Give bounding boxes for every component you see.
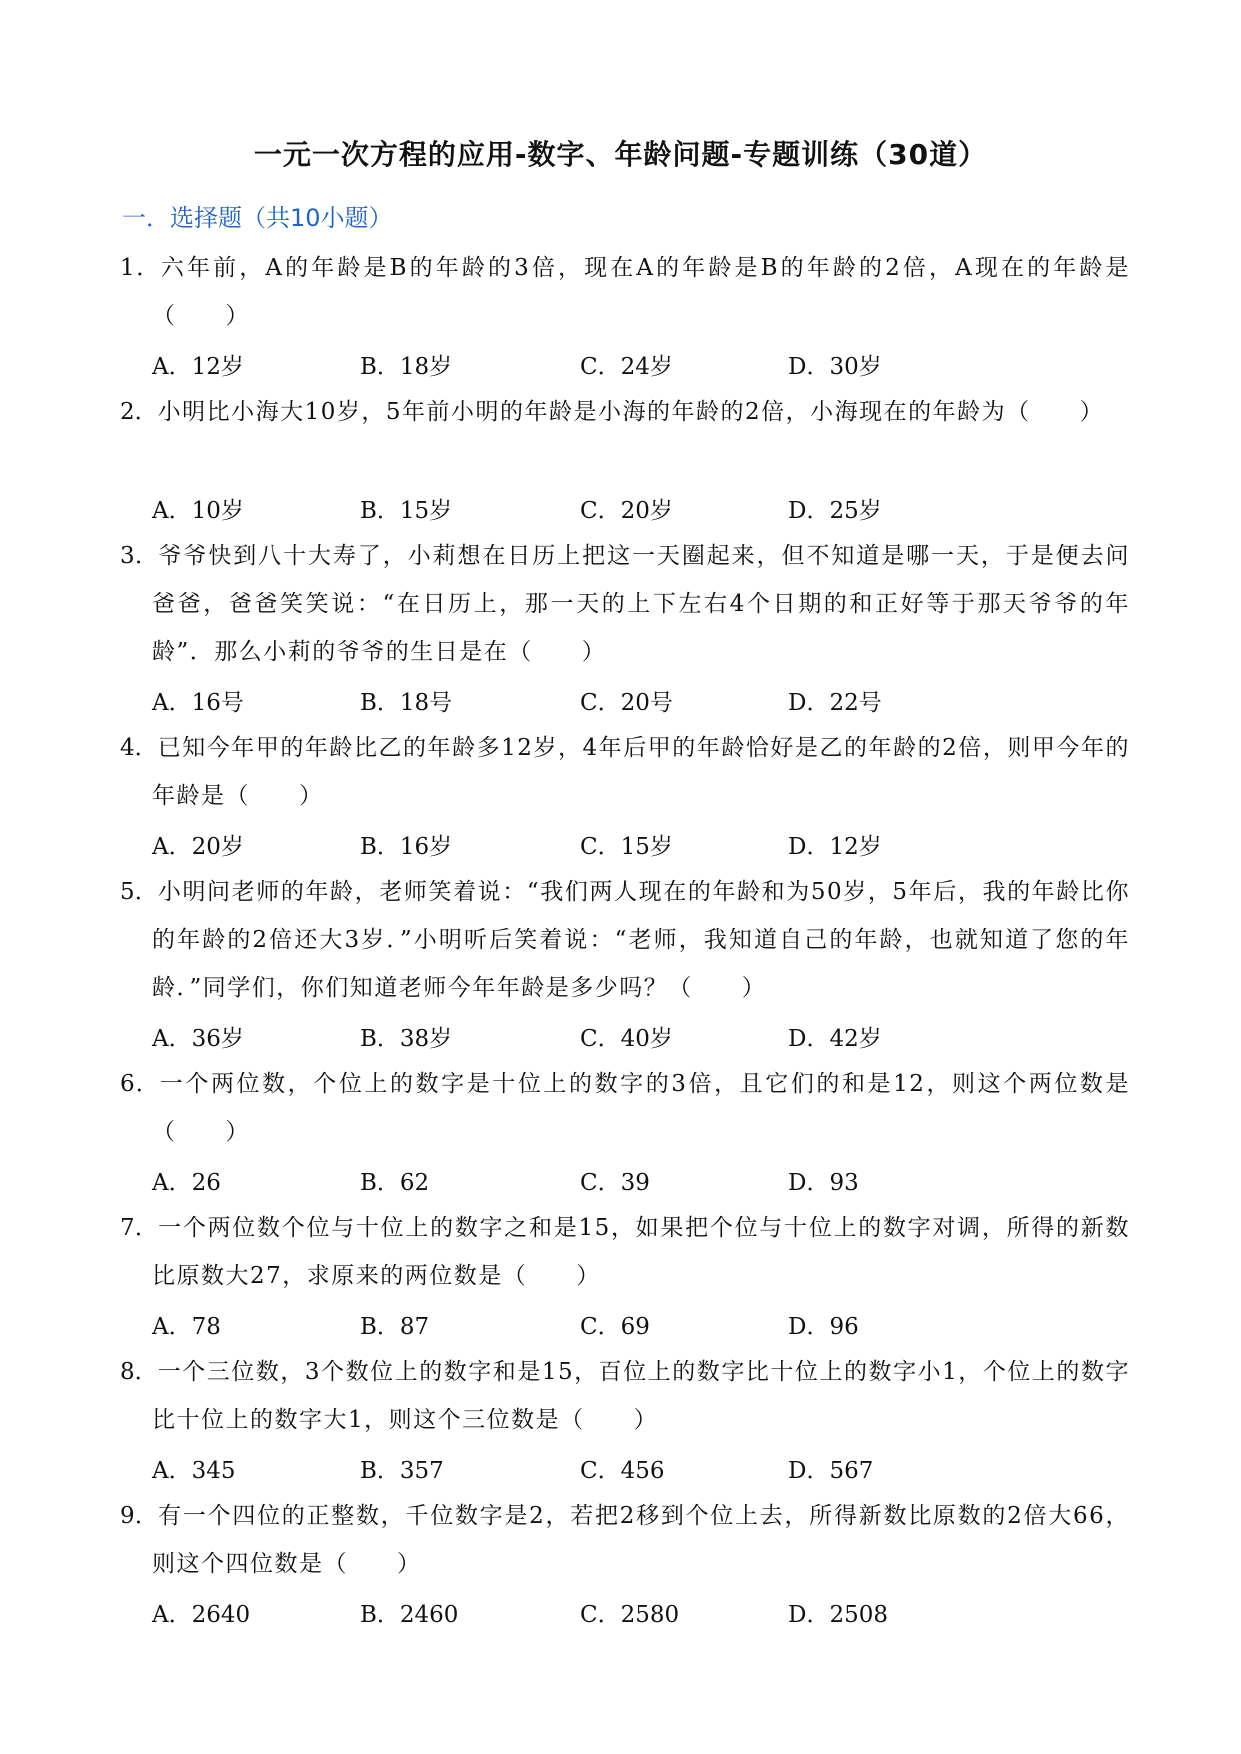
question-list bbox=[120, 244, 1130, 1636]
question-text: 有一个四位的正整数，千位数字是2，若把2移到个位上去，所得新数比原数的2倍大66，则这个四位数是（ ） bbox=[152, 1503, 1130, 1577]
option-d[interactable]: D．25岁 bbox=[788, 497, 882, 524]
question-stem bbox=[120, 244, 1130, 340]
question-1 bbox=[120, 244, 1130, 388]
option-d[interactable]: D．42岁 bbox=[788, 1025, 882, 1052]
question-text: 已知今年甲的年龄比乙的年龄多12岁，4年后甲的年龄恰好是乙的年龄的2倍，则甲今年的年龄是（ ） bbox=[152, 735, 1130, 809]
option-c[interactable]: C．40岁 bbox=[580, 1025, 673, 1052]
option-a[interactable]: A．16号 bbox=[152, 689, 244, 716]
option-c[interactable]: C．20号 bbox=[580, 689, 673, 716]
option-d[interactable]: D．30岁 bbox=[788, 353, 882, 380]
option-d[interactable]: D．2508 bbox=[788, 1601, 888, 1628]
question-number: 2． bbox=[120, 399, 158, 425]
question-number: 4． bbox=[120, 735, 158, 761]
question-stem bbox=[120, 1348, 1130, 1444]
option-d[interactable]: D．93 bbox=[788, 1169, 859, 1196]
option-c[interactable]: C．20岁 bbox=[580, 497, 673, 524]
option-c[interactable]: C．456 bbox=[580, 1457, 665, 1484]
question-stem bbox=[120, 532, 1130, 676]
option-b[interactable]: B．38岁 bbox=[360, 1025, 453, 1052]
option-a[interactable]: A．20岁 bbox=[152, 833, 244, 860]
option-c[interactable]: C．15岁 bbox=[580, 833, 673, 860]
question-text: 一个两位数，个位上的数字是十位上的数字的3倍，且它们的和是12，则这个两位数是（ ） bbox=[152, 1071, 1130, 1145]
question-number: 5． bbox=[120, 879, 158, 905]
option-d[interactable]: D．567 bbox=[788, 1457, 874, 1484]
option-a[interactable]: A．12岁 bbox=[152, 353, 244, 380]
question-2 bbox=[120, 388, 1130, 532]
question-number: 8． bbox=[120, 1359, 158, 1385]
options-row bbox=[120, 676, 1130, 724]
question-number: 9． bbox=[120, 1503, 159, 1529]
question-number: 7． bbox=[120, 1215, 159, 1241]
options-row bbox=[120, 1156, 1130, 1204]
option-c[interactable]: C．24岁 bbox=[580, 353, 673, 380]
question-text: 六年前，A的年龄是B的年龄的3倍，现在A的年龄是B的年龄的2倍，A现在的年龄是（ ） bbox=[152, 255, 1130, 329]
option-b[interactable]: B．2460 bbox=[360, 1601, 459, 1628]
section-heading: 一．选择题（共10小题） bbox=[122, 204, 393, 232]
option-c[interactable]: C．69 bbox=[580, 1313, 650, 1340]
question-9 bbox=[120, 1492, 1130, 1636]
question-stem bbox=[120, 1204, 1130, 1300]
question-5 bbox=[120, 868, 1130, 1060]
question-text: 小明比小海大10岁，5年前小明的年龄是小海的年龄的2倍，小海现在的年龄为（ ） bbox=[157, 399, 1105, 425]
option-b[interactable]: B．18岁 bbox=[360, 353, 453, 380]
option-b[interactable]: B．15岁 bbox=[360, 497, 453, 524]
options-row bbox=[120, 484, 1130, 532]
options-row bbox=[120, 1588, 1130, 1636]
question-stem bbox=[120, 1060, 1130, 1156]
question-8 bbox=[120, 1348, 1130, 1492]
option-b[interactable]: B．16岁 bbox=[360, 833, 453, 860]
option-b[interactable]: B．357 bbox=[360, 1457, 444, 1484]
option-c[interactable]: C．2580 bbox=[580, 1601, 680, 1628]
option-d[interactable]: D．12岁 bbox=[788, 833, 882, 860]
option-b[interactable]: B．87 bbox=[360, 1313, 430, 1340]
question-text: 小明问老师的年龄，老师笑着说：“我们两人现在的年龄和为50岁，5年后，我的年龄比你的年龄的2倍还大3岁．”小明听后笑着说：“老师，我知道自己的年龄，也就知道了您的年龄．”同学们，你们知道老师今年年龄是多少吗？（ ） bbox=[152, 879, 1130, 1001]
option-b[interactable]: B．18号 bbox=[360, 689, 453, 716]
options-row bbox=[120, 1300, 1130, 1348]
option-d[interactable]: D．22号 bbox=[788, 689, 882, 716]
option-a[interactable]: A．2640 bbox=[152, 1601, 251, 1628]
option-a[interactable]: A．36岁 bbox=[152, 1025, 244, 1052]
options-row bbox=[120, 1012, 1130, 1060]
option-a[interactable]: A．10岁 bbox=[152, 497, 244, 524]
question-text: 一个三位数，3个数位上的数字和是15，百位上的数字比十位上的数字小1，个位上的数字比十位上的数字大1，则这个三位数是（ ） bbox=[152, 1359, 1130, 1433]
question-4 bbox=[120, 724, 1130, 868]
option-c[interactable]: C．39 bbox=[580, 1169, 650, 1196]
options-row bbox=[120, 340, 1130, 388]
question-stem bbox=[120, 388, 1130, 484]
option-a[interactable]: A．345 bbox=[152, 1457, 236, 1484]
question-number: 3． bbox=[120, 543, 159, 569]
question-7 bbox=[120, 1204, 1130, 1348]
question-6 bbox=[120, 1060, 1130, 1204]
question-stem bbox=[120, 868, 1130, 1012]
option-a[interactable]: A．26 bbox=[152, 1169, 221, 1196]
option-d[interactable]: D．96 bbox=[788, 1313, 859, 1340]
question-text: 爷爷快到八十大寿了，小莉想在日历上把这一天圈起来，但不知道是哪一天，于是便去问爸爸，爸爸笑笑说：“在日历上，那一天的上下左右4个日期的和正好等于那天爷爷的年龄”．那么小莉的爷爷的生日是在（ ） bbox=[152, 543, 1131, 665]
option-b[interactable]: B．62 bbox=[360, 1169, 430, 1196]
question-stem bbox=[120, 724, 1130, 820]
question-stem bbox=[120, 1492, 1130, 1588]
question-text: 一个两位数个位与十位上的数字之和是15，如果把个位与十位上的数字对调，所得的新数比原数大27，求原来的两位数是（ ） bbox=[152, 1215, 1130, 1289]
option-a[interactable]: A．78 bbox=[152, 1313, 221, 1340]
options-row bbox=[120, 1444, 1130, 1492]
options-row bbox=[120, 820, 1130, 868]
document-title: 一元一次方程的应用-数字、年龄问题-专题训练（30道） bbox=[253, 138, 988, 171]
question-3 bbox=[120, 532, 1130, 724]
question-number: 1． bbox=[120, 255, 161, 281]
question-number: 6． bbox=[120, 1071, 160, 1097]
